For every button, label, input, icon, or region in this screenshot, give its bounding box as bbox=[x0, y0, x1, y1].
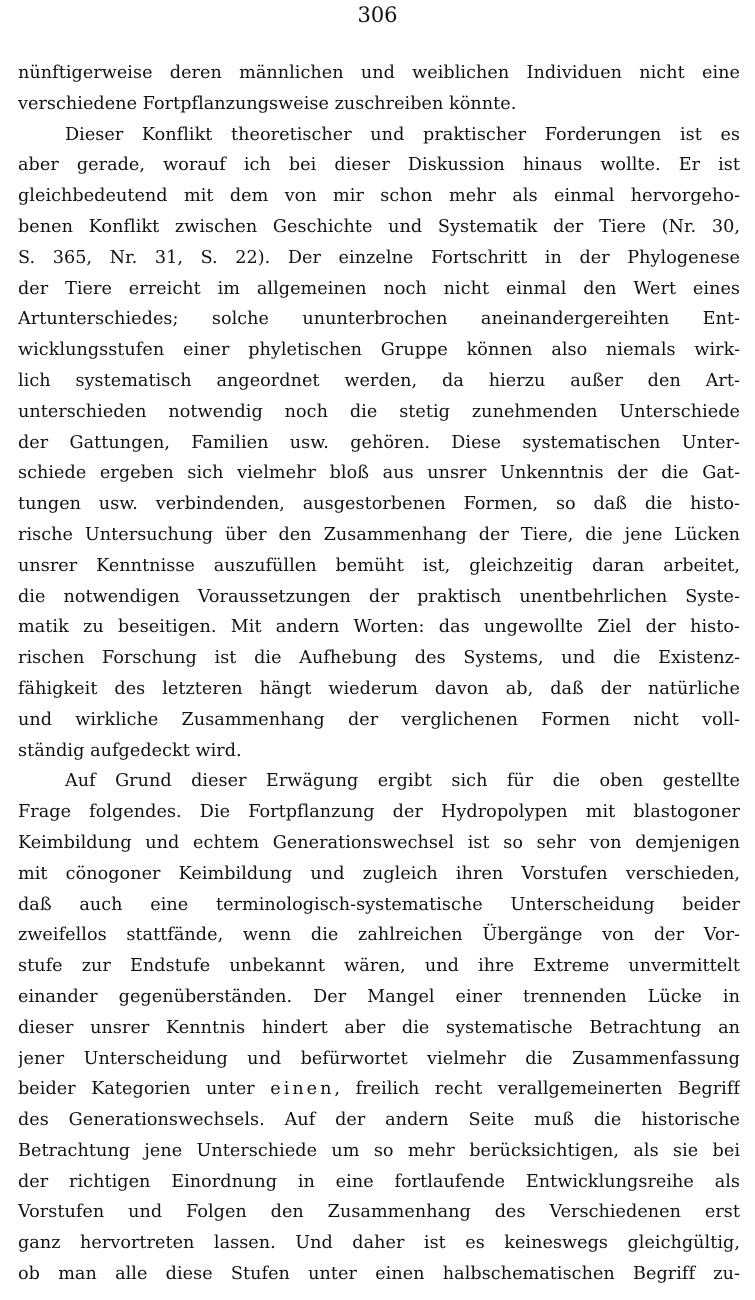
text-line: und wirkliche Zusammenhang der verglichenen Formen nicht voll- bbox=[18, 709, 740, 730]
text-line-emphasis bbox=[18, 1074, 740, 1105]
text-line: dieser unsrer Kenntnis hindert aber die systematische Betrachtung an bbox=[18, 1017, 740, 1038]
text-line: der Gattungen, Familien usw. gehören. Diese systematischen Unter- bbox=[18, 432, 740, 453]
text-line: wicklungsstufen einer phyletischen Gruppe können also niemals wirk- bbox=[18, 340, 740, 361]
text-line: fähigkeit des letzteren hängt wiederum davon ab, daß der natürliche bbox=[18, 678, 740, 699]
text-line: unsrer Kenntnisse auszufüllen bemüht ist, gleichzeitig daran arbeitet, bbox=[18, 555, 740, 576]
emphasized-word: einen bbox=[270, 1079, 335, 1100]
text-line: Artunterschiedes; solche ununterbrochen aneinandergereihten Ent- bbox=[18, 309, 740, 330]
text-line: benen Konflikt zwischen Geschichte und Systematik der Tiere (Nr. 30, bbox=[18, 216, 740, 237]
text-line: zweifellos stattfände, wenn die zahlreichen Übergänge von der Vor- bbox=[18, 925, 740, 946]
text-fragment: , freilich recht verallgemeinerten Begriff bbox=[334, 1079, 740, 1100]
text-fragment: beider Kategorien unter bbox=[18, 1079, 255, 1100]
text-line: der Tiere erreicht im allgemeinen noch nicht einmal den Wert eines bbox=[18, 278, 740, 299]
text-line: tungen usw. verbindenden, ausgestorbenen Formen, so daß die histo- bbox=[18, 494, 740, 515]
text-line: lich systematisch angeordnet werden, da hierzu außer den Art- bbox=[18, 370, 740, 391]
text-line: des Generationswechsels. Auf der andern Seite muß die historische bbox=[18, 1110, 740, 1131]
text-line: unterschieden notwendig noch die stetig zunehmenden Unterschiede bbox=[18, 401, 740, 422]
text-line: einander gegenüberständen. Der Mangel einer trennenden Lücke in bbox=[18, 986, 740, 1007]
text-line: Auf Grund dieser Erwägung ergibt sich für die oben gestellte bbox=[65, 771, 740, 792]
text-line: rische Untersuchung über den Zusammenhang der Tiere, die jene Lücken bbox=[18, 524, 740, 545]
text-line: Betrachtung jene Unterschiede um so mehr berücksichtigen, als sie bei bbox=[18, 1140, 740, 1161]
text-line: ganz hervortreten lassen. Und daher ist es keineswegs gleichgültig, bbox=[18, 1233, 740, 1254]
text-line: stufe zur Endstufe unbekannt wären, und ihre Extreme unvermittelt bbox=[18, 956, 740, 977]
text-line: aber gerade, worauf ich bei dieser Diskussion hinaus wollte. Er ist bbox=[18, 155, 740, 176]
text-line: Frage folgendes. Die Fortpflanzung der Hydropolypen mit blastogoner bbox=[18, 802, 740, 823]
body-text bbox=[18, 58, 740, 1288]
text-line: verschiedene Fortpflanzungsweise zuschreiben könnte. bbox=[18, 93, 517, 114]
text-line: daß auch eine terminologisch-systematische Unterscheidung beider bbox=[18, 894, 740, 915]
text-line: rischen Forschung ist die Aufhebung des Systems, und die Existenz- bbox=[18, 648, 740, 669]
text-line: ständig aufgedeckt wird. bbox=[18, 740, 242, 761]
text-line: die notwendigen Voraussetzungen der praktisch unentbehrlichen Syste- bbox=[18, 586, 740, 607]
text-line: Dieser Konflikt theoretischer und praktischer Forderungen ist es bbox=[65, 124, 740, 145]
text-line: S. 365, Nr. 31, S. 22). Der einzelne Fortschritt in der Phylogenese bbox=[18, 247, 740, 268]
text-line: schiede ergeben sich vielmehr bloß aus unsrer Unkenntnis der die Gat- bbox=[18, 463, 740, 484]
page-number: 306 bbox=[357, 3, 398, 27]
text-line: der richtigen Einordnung in eine fortlaufende Entwicklungsreihe als bbox=[18, 1171, 740, 1192]
text-line: mit cönogoner Keimbildung und zugleich ihren Vorstufen verschieden, bbox=[18, 863, 740, 884]
text-line: Vorstufen und Folgen den Zusammenhang des Verschiedenen erst bbox=[18, 1202, 740, 1223]
text-line: ob man alle diese Stufen unter einen halbschematischen Begriff zu- bbox=[18, 1264, 740, 1285]
text-line: gleichbedeutend mit dem von mir schon mehr als einmal hervorgeho- bbox=[18, 186, 740, 207]
text-line: nünftigerweise deren männlichen und weiblichen Individuen nicht eine bbox=[18, 63, 740, 83]
text-line: jener Unterscheidung und befürwortet vielmehr die Zusammenfassung bbox=[18, 1048, 740, 1069]
text-line: Keimbildung und echtem Generationswechsel ist so sehr von demjenigen bbox=[18, 832, 740, 853]
text-line: matik zu beseitigen. Mit andern Worten: das ungewollte Ziel der histo- bbox=[18, 617, 740, 638]
